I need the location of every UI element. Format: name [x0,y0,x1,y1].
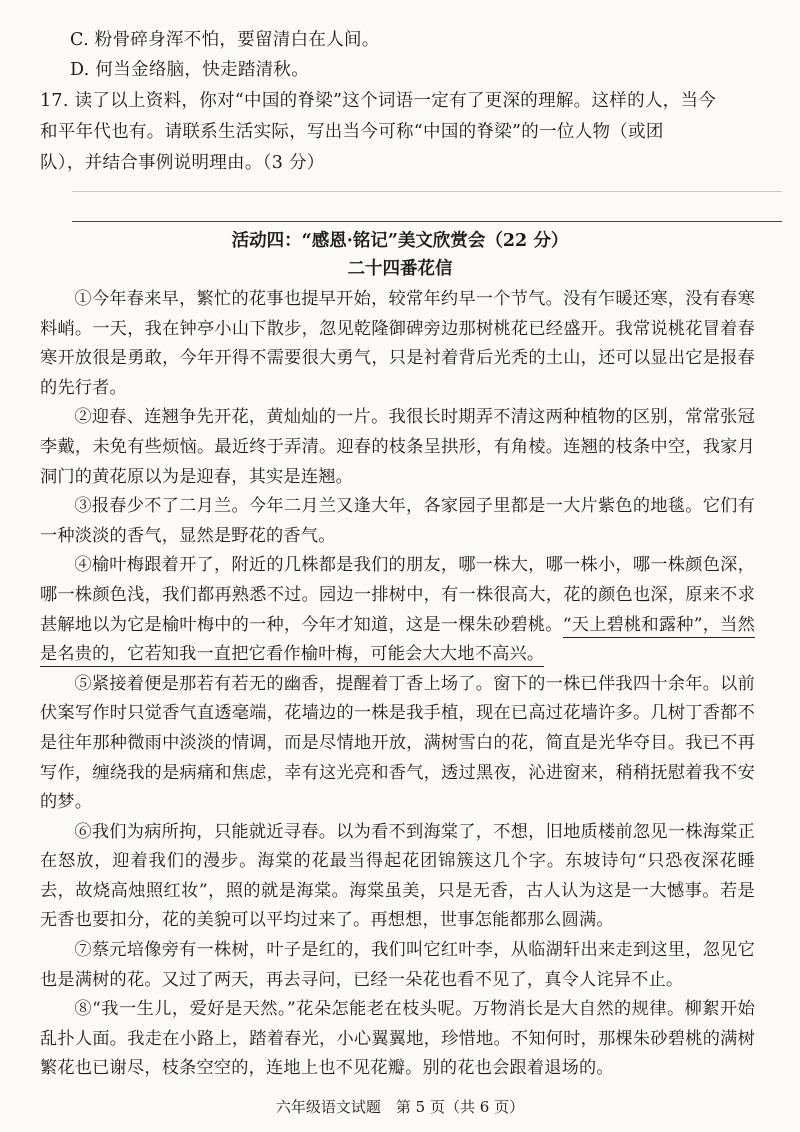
option-c: C. 粉骨碎身浑不怕，要留清白在人间。 [70,30,380,50]
paragraph-6: ⑥我们为病所拘，只能就近寻春。以为看不到海棠了，不想，旧地质楼前忽见一株海棠正在怒放，迎着我们的漫步。海棠的花最当得起花团锦簇这几个字。东坡诗句“只恐夜深花睡去，故烧高烛照红妆”，照的就是海棠。海棠虽美，只是无香，古人认为这是一大憾事。若是无香也要扣分，花的美貌可以平均过来了。再想想，世事怎能都那么圆满。 [40,821,755,931]
paragraph-5: ⑤紧接着便是那若有若无的幽香，提醒着丁香上场了。窗下的一株已伴我四十余年。以前伏案写作时只觉香气直透毫端，花墙边的一株是我手植，现在已高过花墙许多。几树丁香都不是往年那种微雨中淡淡的情调，而是尽情地开放，满树雪白的花，简直是光华夺目。我已不再写作，缠绕我的是病痛和焦虑，幸有这光亮和香气，透过黑夜，沁进窗来，稍稍抚慰着我不安的梦。 [40,673,755,813]
question-17-line1: 17. 读了以上资料，你对“中国的脊梁”这个词语一定有了更深的理解。这样的人，当今 [40,91,717,111]
article-title: 二十四番花信 [347,259,453,279]
paragraph-8: ⑧“我一生儿，爱好是天然。”花朵怎能老在枝头呢。万物消长是大自然的规律。柳絮开始乱扑人面。我走在小路上，踏着春光，小心翼翼地，珍惜地。不知何时，那棵朱砂碧桃的满树繁花也已谢尽，枝条空空的，连地上也不见花瓣。别的花也会跟着退场的。 [40,999,755,1079]
paragraph-1: ①今年春来早，繁忙的花事也提早开始，较常年约早一个节气。没有乍暖还寒，没有春寒料峭。一天，我在钟亭小山下散步，忽见乾隆御碑旁边那树桃花已经盛开。我常说桃花冒着春寒开放很是勇敢，今年开得不需要很大勇气，只是衬着背后光秃的土山，还可以显出它是报春的先行者。 [40,289,755,398]
paragraph-4 [40,551,755,669]
answer-line[interactable] [72,191,782,192]
paragraph-2: ②迎春、连翘争先开花，黄灿灿的一片。我很长时期弄不清这两种植物的区别，常常张冠李戴，未免有些烦恼。最近终于弄清。迎春的枝条呈拱形，有角棱。连翘的枝条中空，我家月洞门的黄花原以为是迎春，其实是连翘。 [40,407,755,487]
paragraph-3: ③报春少不了二月兰。今年二月兰又逢大年，各家园子里都是一大片紫色的地毯。它们有一种淡淡的香气，显然是野花的香气。 [40,496,755,546]
page-footer: 六年级语文试题 第 5 页（共 6 页） [275,1098,525,1116]
activity-title: 活动四：“感恩·铭记”美文欣赏会（22 分） [231,231,569,251]
question-17-line2: 和平年代也有。请联系生活实际，写出当今可称“中国的脊梁”的一位人物（或团 [40,122,664,142]
option-d: D. 何当金络脑，快走踏清秋。 [70,60,310,80]
article-body [40,285,755,1084]
section-divider [72,221,782,222]
paragraph-7: ⑦蔡元培像旁有一株树，叶子是红的，我们叫它红叶李，从临湖轩出来走到这里，忽见它也是满树的花。又过了两天，再去寻问，已经一朵花也看不见了，真令人诧异不止。 [40,940,755,990]
question-17-line3: 队），并结合事例说明理由。（3 分） [40,153,325,173]
paragraph-4-text: ④榆叶梅跟着开了，附近的几株都是我们的朋友，哪一株大，哪一株小，哪一株颜色深，哪一株颜色浅，我们都再熟悉不过。园边一排树中，有一株很高大，花的颜色也深，原来不求甚解地以为它是榆叶梅中的一种，今年才知道，这是一棵朱砂碧桃。 [40,555,755,635]
underlined-sentence: “天上碧桃和露种”，当然是名贵的，它若知我一直把它看作榆叶梅，可能会大大地不高兴。 [40,615,755,668]
